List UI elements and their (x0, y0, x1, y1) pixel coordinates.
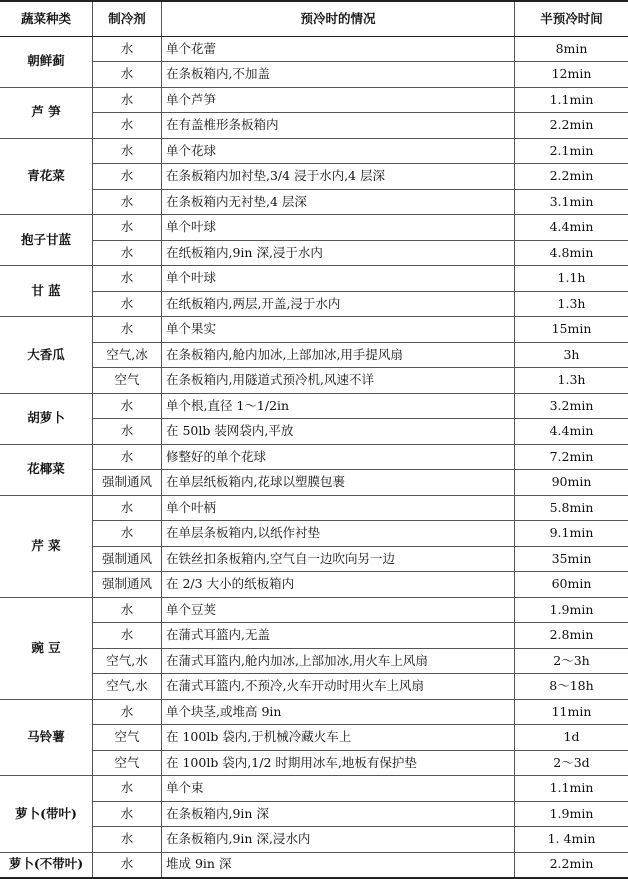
table-row (0, 368, 628, 394)
table-row (0, 36, 628, 62)
table-row (0, 189, 628, 215)
condition-cell: 单个芦笋 (162, 87, 515, 113)
table-row (0, 419, 628, 445)
coolant-cell: 空气 (93, 725, 162, 751)
half-time-cell: 1d (515, 725, 628, 751)
coolant-cell: 水 (93, 419, 162, 445)
header-condition: 预冷时的情况 (162, 1, 515, 36)
condition-cell: 单个叶球 (162, 215, 515, 241)
half-time-cell: 1.3h (515, 291, 628, 317)
coolant-cell: 水 (93, 113, 162, 139)
vegetable-cell: 青花菜 (0, 138, 93, 215)
half-time-cell: 8min (515, 36, 628, 62)
table-row (0, 546, 628, 572)
vegetable-cell: 大香瓜 (0, 317, 93, 394)
condition-cell: 单个花球 (162, 138, 515, 164)
coolant-cell: 水 (93, 317, 162, 343)
table-row (0, 699, 628, 725)
coolant-cell: 水 (93, 164, 162, 190)
condition-cell: 单个豆荚 (162, 597, 515, 623)
coolant-cell: 水 (93, 444, 162, 470)
vegetable-cell: 芹 菜 (0, 495, 93, 597)
table-row (0, 623, 628, 649)
table-row (0, 164, 628, 190)
coolant-cell: 水 (93, 623, 162, 649)
condition-cell: 在蒲式耳篮内,舱内加冰,上部加冰,用火车上风扇 (162, 648, 515, 674)
half-time-cell: 2～3d (515, 750, 628, 776)
condition-cell: 堆成 9in 深 (162, 852, 515, 878)
half-time-cell: 5.8min (515, 495, 628, 521)
half-time-cell: 1.9min (515, 597, 628, 623)
half-time-cell: 1.1min (515, 776, 628, 802)
header-row (0, 1, 628, 36)
coolant-cell: 水 (93, 36, 162, 62)
coolant-cell: 空气 (93, 368, 162, 394)
condition-cell: 在条板箱内,9in 深 (162, 801, 515, 827)
condition-cell: 在条板箱内无衬垫,4 层深 (162, 189, 515, 215)
coolant-cell: 水 (93, 87, 162, 113)
table-row (0, 393, 628, 419)
condition-cell: 单个叶球 (162, 266, 515, 292)
condition-cell: 在纸板箱内,9in 深,浸于水内 (162, 240, 515, 266)
half-time-cell: 2.1min (515, 138, 628, 164)
table-row (0, 470, 628, 496)
vegetable-cell: 芦 笋 (0, 87, 93, 138)
coolant-cell: 水 (93, 138, 162, 164)
condition-cell: 单个叶柄 (162, 495, 515, 521)
half-time-cell: 12min (515, 62, 628, 88)
coolant-cell: 水 (93, 291, 162, 317)
half-time-cell: 1.3h (515, 368, 628, 394)
vegetable-cell: 甘 蓝 (0, 266, 93, 317)
half-time-cell: 4.8min (515, 240, 628, 266)
condition-cell: 在 100lb 袋内,于机械冷藏火车上 (162, 725, 515, 751)
half-time-cell: 7.2min (515, 444, 628, 470)
coolant-cell: 水 (93, 62, 162, 88)
table-row (0, 597, 628, 623)
coolant-cell: 水 (93, 852, 162, 878)
table-row (0, 572, 628, 598)
half-time-cell: 1.1min (515, 87, 628, 113)
coolant-cell: 空气,水 (93, 648, 162, 674)
coolant-cell: 强制通风 (93, 470, 162, 496)
half-time-cell: 2.2min (515, 164, 628, 190)
half-time-cell: 3h (515, 342, 628, 368)
table-row (0, 776, 628, 802)
coolant-cell: 水 (93, 240, 162, 266)
table-row (0, 266, 628, 292)
condition-cell: 在单层条板箱内,以纸作衬垫 (162, 521, 515, 547)
table-row (0, 648, 628, 674)
coolant-cell: 水 (93, 495, 162, 521)
coolant-cell: 空气,冰 (93, 342, 162, 368)
vegetable-cell: 胡萝卜 (0, 393, 93, 444)
table-row (0, 750, 628, 776)
half-time-cell: 90min (515, 470, 628, 496)
vegetable-cell: 朝鲜蓟 (0, 36, 93, 87)
condition-cell: 修整好的单个花球 (162, 444, 515, 470)
condition-cell: 在 2/3 大小的纸板箱内 (162, 572, 515, 598)
half-time-cell: 3.1min (515, 189, 628, 215)
half-time-cell: 4.4min (515, 215, 628, 241)
coolant-cell: 水 (93, 699, 162, 725)
vegetable-cell: 萝卜(不带叶) (0, 852, 93, 878)
header-half-time: 半预冷时间 (515, 1, 628, 36)
half-time-cell: 15min (515, 317, 628, 343)
table-row (0, 521, 628, 547)
coolant-cell: 水 (93, 801, 162, 827)
table-row (0, 342, 628, 368)
table-row (0, 725, 628, 751)
coolant-cell: 水 (93, 776, 162, 802)
table-row (0, 317, 628, 343)
table-row (0, 87, 628, 113)
table-row (0, 827, 628, 853)
header-vegetable: 蔬菜种类 (0, 1, 93, 36)
table-body (0, 36, 628, 878)
table-row (0, 674, 628, 700)
condition-cell: 在 100lb 袋内,1/2 时期用冰车,地板有保护垫 (162, 750, 515, 776)
condition-cell: 在有盖椎形条板箱内 (162, 113, 515, 139)
condition-cell: 在 50lb 装网袋内,平放 (162, 419, 515, 445)
condition-cell: 单个果实 (162, 317, 515, 343)
condition-cell: 单个根,直径 1～1/2in (162, 393, 515, 419)
half-time-cell: 35min (515, 546, 628, 572)
coolant-cell: 水 (93, 215, 162, 241)
coolant-cell: 水 (93, 393, 162, 419)
half-time-cell: 1.9min (515, 801, 628, 827)
table-row (0, 113, 628, 139)
condition-cell: 在条板箱内,用隧道式预冷机,风速不详 (162, 368, 515, 394)
header-coolant: 制冷剂 (93, 1, 162, 36)
half-time-cell: 2.2min (515, 852, 628, 878)
half-time-cell: 2.2min (515, 113, 628, 139)
condition-cell: 在纸板箱内,两层,开盖,浸于水内 (162, 291, 515, 317)
table-row (0, 495, 628, 521)
half-time-cell: 60min (515, 572, 628, 598)
condition-cell: 在蒲式耳篮内,不预冷,火车开动时用火车上风扇 (162, 674, 515, 700)
coolant-cell: 空气,水 (93, 674, 162, 700)
half-time-cell: 1.1h (515, 266, 628, 292)
condition-cell: 在条板箱内,不加盖 (162, 62, 515, 88)
condition-cell: 在条板箱内,9in 深,浸水内 (162, 827, 515, 853)
half-time-cell: 4.4min (515, 419, 628, 445)
table-row (0, 62, 628, 88)
condition-cell: 在蒲式耳篮内,无盖 (162, 623, 515, 649)
coolant-cell: 水 (93, 597, 162, 623)
half-time-cell: 11min (515, 699, 628, 725)
half-time-cell: 8～18h (515, 674, 628, 700)
condition-cell: 单个束 (162, 776, 515, 802)
vegetable-cell: 抱子甘蓝 (0, 215, 93, 266)
condition-cell: 在条板箱内加衬垫,3/4 浸于水内,4 层深 (162, 164, 515, 190)
table-row (0, 291, 628, 317)
condition-cell: 单个块茎,或堆高 9in (162, 699, 515, 725)
coolant-cell: 水 (93, 827, 162, 853)
vegetable-cell: 马铃薯 (0, 699, 93, 776)
half-time-cell: 9.1min (515, 521, 628, 547)
coolant-cell: 空气 (93, 750, 162, 776)
table-row (0, 215, 628, 241)
coolant-cell: 水 (93, 521, 162, 547)
condition-cell: 在铁丝扣条板箱内,空气自一边吹向另一边 (162, 546, 515, 572)
vegetable-cell: 萝卜(带叶) (0, 776, 93, 853)
coolant-cell: 水 (93, 189, 162, 215)
half-time-cell: 2～3h (515, 648, 628, 674)
table-row (0, 801, 628, 827)
table-row (0, 444, 628, 470)
half-time-cell: 1. 4min (515, 827, 628, 853)
condition-cell: 在单层纸板箱内,花球以塑膜包裹 (162, 470, 515, 496)
half-time-cell: 3.2min (515, 393, 628, 419)
table-row (0, 138, 628, 164)
vegetable-cell: 花椰菜 (0, 444, 93, 495)
table-row (0, 852, 628, 878)
half-time-cell: 2.8min (515, 623, 628, 649)
condition-cell: 单个花蕾 (162, 36, 515, 62)
condition-cell: 在条板箱内,舱内加冰,上部加冰,用手提风扇 (162, 342, 515, 368)
coolant-cell: 强制通风 (93, 572, 162, 598)
coolant-cell: 强制通风 (93, 546, 162, 572)
table-row (0, 240, 628, 266)
vegetable-cell: 豌 豆 (0, 597, 93, 699)
coolant-cell: 水 (93, 266, 162, 292)
